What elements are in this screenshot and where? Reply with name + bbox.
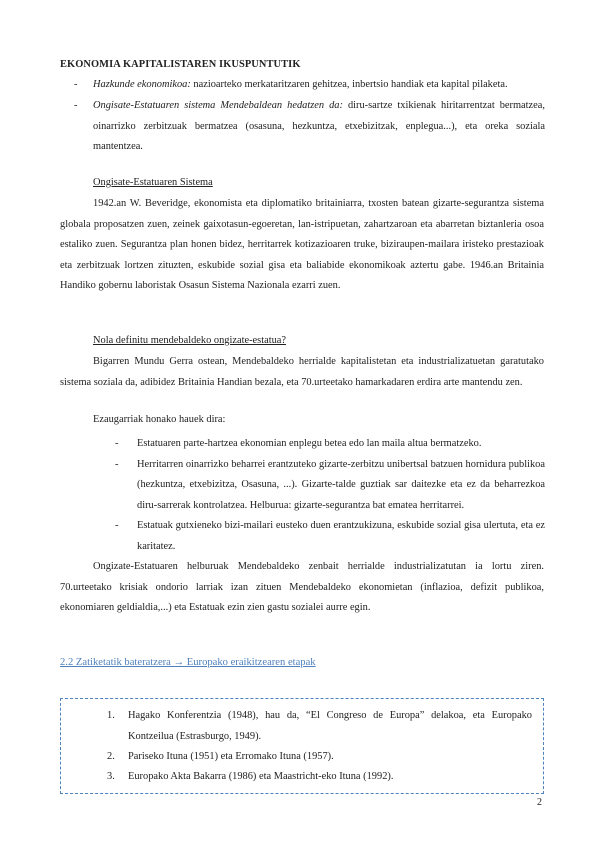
stage-item-3	[87, 767, 532, 788]
definition-paragraph: Bigarren Mundu Gerra ostean, Mendebaldeko herrialde kapitalistetan eta industrializatuetan garatutako sistema soziala da, adibidez Britainia Handian bezala, eta 70.urteetako hamarkadaren erdira arte mantendu zen.	[60, 356, 544, 388]
point-term: Ongisate-Estatuaren sistema Mendebaldean hedatzen da:	[93, 100, 343, 111]
stage-number: 3.	[107, 771, 115, 782]
point-text: diru-sartze txikienak hiritarrentzat bermatzea, oinarrizko zerbitzuak bermatzea (osasuna, hezkuntza, etxebizitzak, enplegua...), eta oreka soziala mantentzea.	[93, 100, 545, 152]
stage-text: Pariseko Ituna (1951) eta Erromako Ituna (1957).	[128, 751, 334, 762]
stage-number: 1.	[107, 710, 115, 721]
feature-text: Estatuak gutxieneko bizi-mailari eusteko duen erantzukizuna, eskubide sozial gisa ulertuta, eta ez karitatez.	[137, 520, 545, 552]
feature-text: Herritarren oinarrizko beharrei erantzuteko gizarte-zerbitzu unibertsal batzuen hornidura publikoa (hezkuntza, etxebizitza, Osasuna, ...). Gizarte-talde guztiak sar daitezke eta ez da beharrezkoa diru-sarrerak kontrolatzea. Helburua: gizarte-segurantza bat ematea herritarrei.	[137, 458, 545, 511]
welfare-system-paragraph: 1942.an W. Beveridge, ekonomista eta diplomatiko britainiarra, txosten batean gizarte-segurantza sistema globala proposatzen zuen, zeinek gaixotasun-egoeretan, lan-istripuetan, zahartzaroan eta abarretan biztanleria osoa estaliko zuen. Segurantza plan honen bidez, herritarrek kotizazioaren truke, biziraupen-mailara iristeko prestazioak eta zerbitzuak lortzen zituzten, eskubide sozial gisa eta baliabide ekonomikoak aztertu gabe. 1946.an Britainia Handiko gobernu laboristak Osasun Sistema Nazionala ezarri zuen.	[60, 198, 544, 291]
section-heading: EKONOMIA KAPITALISTAREN IKUSPUNTUTIK	[60, 59, 301, 70]
dash-bullet: -	[115, 438, 119, 449]
dash-bullet: -	[115, 520, 119, 531]
economic-point-2	[60, 96, 545, 158]
features-intro: Ezaugarriak honako hauek dira:	[93, 414, 226, 425]
feature-item	[93, 434, 545, 455]
stage-text: Europako Akta Bakarra (1986) eta Maastricht-eko Ituna (1992).	[128, 771, 394, 782]
dash-bullet: -	[74, 100, 78, 111]
point-term: Hazkunde ekonomikoa:	[93, 79, 191, 90]
stage-item-1	[87, 706, 532, 747]
stages-box	[60, 698, 544, 794]
welfare-system-title: Ongisate-Estatuaren Sistema	[93, 177, 213, 188]
feature-item	[93, 516, 545, 557]
stage-number: 2.	[107, 751, 115, 762]
page-number: 2	[537, 797, 542, 808]
features-list	[93, 434, 545, 557]
point-text: nazioarteko merkataritzaren gehitzea, inbertsio handiak eta kapital pilaketa.	[190, 79, 508, 90]
feature-text: Estatuaren parte-hartzea ekonomian enplegu betea edo lan maila altua bermatzeko.	[137, 438, 482, 449]
economic-point-1	[60, 75, 545, 96]
definition-title: Nola definitu mendebaldeko ongizate-estatua?	[93, 335, 287, 346]
dash-bullet: -	[115, 458, 119, 470]
dash-bullet: -	[74, 79, 78, 90]
feature-item	[93, 455, 545, 517]
closing-paragraph: Ongizate-Estatuaren helburuak Mendebaldeko zenbait herrialde industrializatutan ia lortu ziren. 70.urteetako krisiak ondorio larriak izan zituen Mendebaldeko ekonomietan (inflazioa, defizit publikoa, ekonomiaren geldialdia,...) eta Estatuak ezin zien gastu sozialei aurre egin.	[60, 561, 544, 613]
stage-text: Hagako Konferentzia (1948), hau da, “El Congreso de Europa” delakoa, eta Europako Kontzeilua (Estrasburgo, 1949).	[128, 710, 532, 742]
stage-item-2	[87, 747, 532, 768]
section-title-link[interactable]: 2.2 Zatiketatik bateratzera → Europako eraikitzearen etapak	[60, 657, 316, 668]
